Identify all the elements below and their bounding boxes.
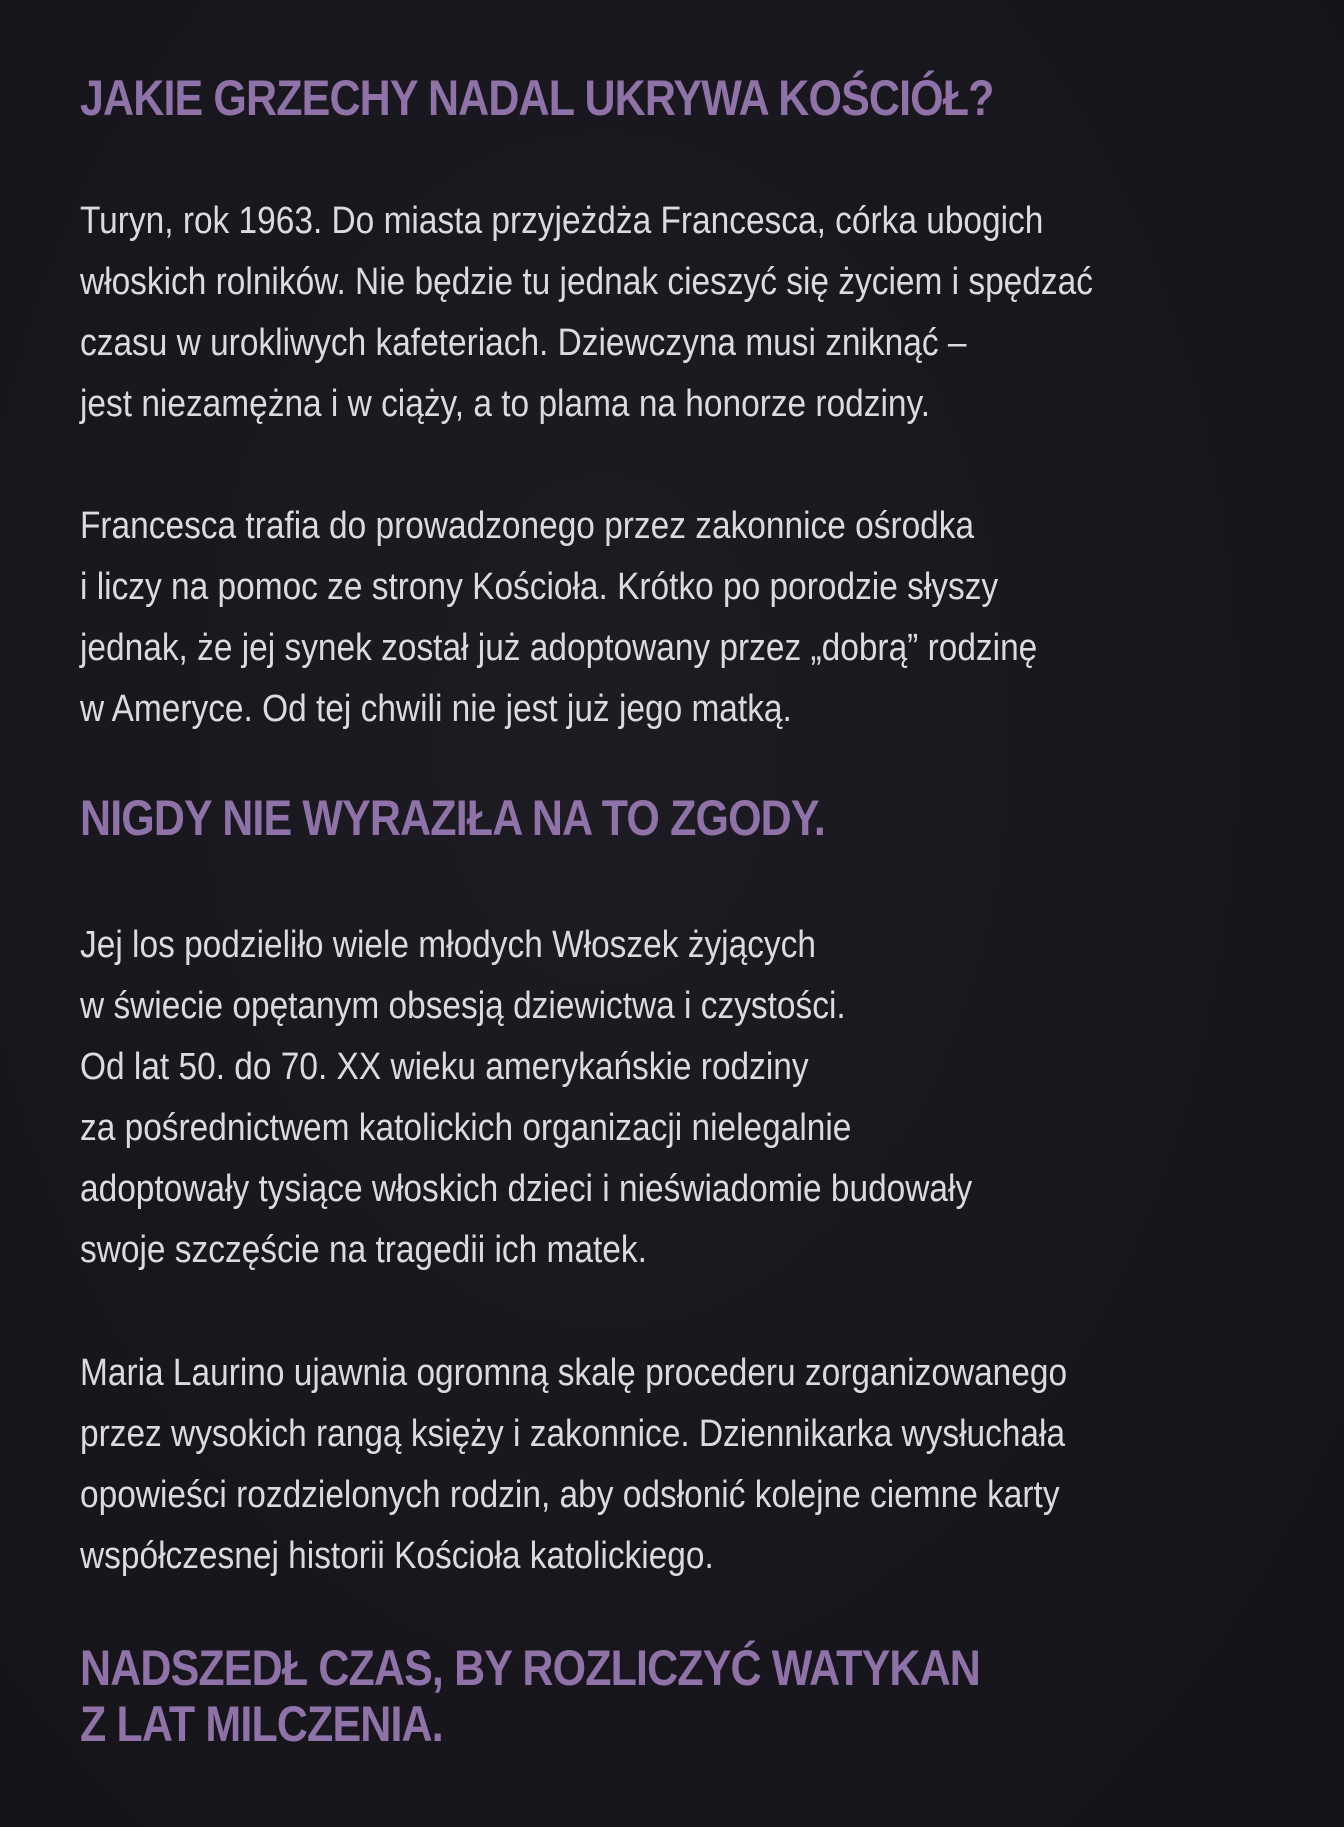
heading-never-consented: NIGDY NIE WYRAZIŁA NA TO ZGODY. [80, 790, 825, 846]
paragraph-line: adoptowały tysiące włoskich dzieci i nieświadomie budowały [80, 1168, 973, 1210]
paragraph-line: Od lat 50. do 70. XX wieku amerykańskie rodziny [80, 1046, 809, 1088]
paragraph-maria-laurino [80, 1343, 1067, 1587]
paragraph-francesca-convent [80, 496, 1037, 740]
paragraph-line: przez wysokich rangą księży i zakonnice. Dziennikarka wysłuchała [80, 1413, 1066, 1455]
paragraph-italian-women [80, 915, 972, 1281]
heading-line: Z LAT MILCZENIA. [80, 1696, 443, 1752]
heading-time-to-reckon [80, 1640, 980, 1752]
paragraph-line: Jej los podzieliło wiele młodych Włoszek żyjących [80, 924, 816, 966]
paragraph-line: w Ameryce. Od tej chwili nie jest już jego matką. [80, 688, 792, 730]
paragraph-line: i liczy na pomoc ze strony Kościoła. Krótko po porodzie słyszy [80, 566, 999, 608]
paragraph-line: czasu w urokliwych kafeteriach. Dziewczyna musi zniknąć – [80, 322, 967, 364]
heading-line: NADSZEDŁ CZAS, BY ROZLICZYĆ WATYKAN [80, 1640, 980, 1696]
paragraph-line: opowieści rozdzielonych rodzin, aby odsłonić kolejne ciemne karty [80, 1474, 1060, 1516]
paragraph-line: jest niezamężna i w ciąży, a to plama na honorze rodziny. [80, 383, 931, 425]
paragraph-line: Francesca trafia do prowadzonego przez zakonnice ośrodka [80, 505, 975, 547]
paragraph-line: jednak, że jej synek został już adoptowany przez „dobrą” rodzinę [80, 627, 1038, 669]
paragraph-line: za pośrednictwem katolickich organizacji nielegalnie [80, 1107, 852, 1149]
heading-hidden-sins: JAKIE GRZECHY NADAL UKRYWA KOŚCIÓŁ? [80, 70, 994, 126]
paragraph-line: współczesnej historii Kościoła katolickiego. [80, 1535, 714, 1577]
paragraph-turin-1963 [80, 191, 1093, 435]
paragraph-line: swoje szczęście na tragedii ich matek. [80, 1229, 647, 1271]
paragraph-line: Turyn, rok 1963. Do miasta przyjeżdża Francesca, córka ubogich [80, 200, 1044, 242]
paragraph-line: Maria Laurino ujawnia ogromną skalę procederu zorganizowanego [80, 1352, 1068, 1394]
paragraph-line: włoskich rolników. Nie będzie tu jednak cieszyć się życiem i spędzać [80, 261, 1093, 303]
paragraph-line: w świecie opętanym obsesją dziewictwa i czystości. [80, 985, 846, 1027]
